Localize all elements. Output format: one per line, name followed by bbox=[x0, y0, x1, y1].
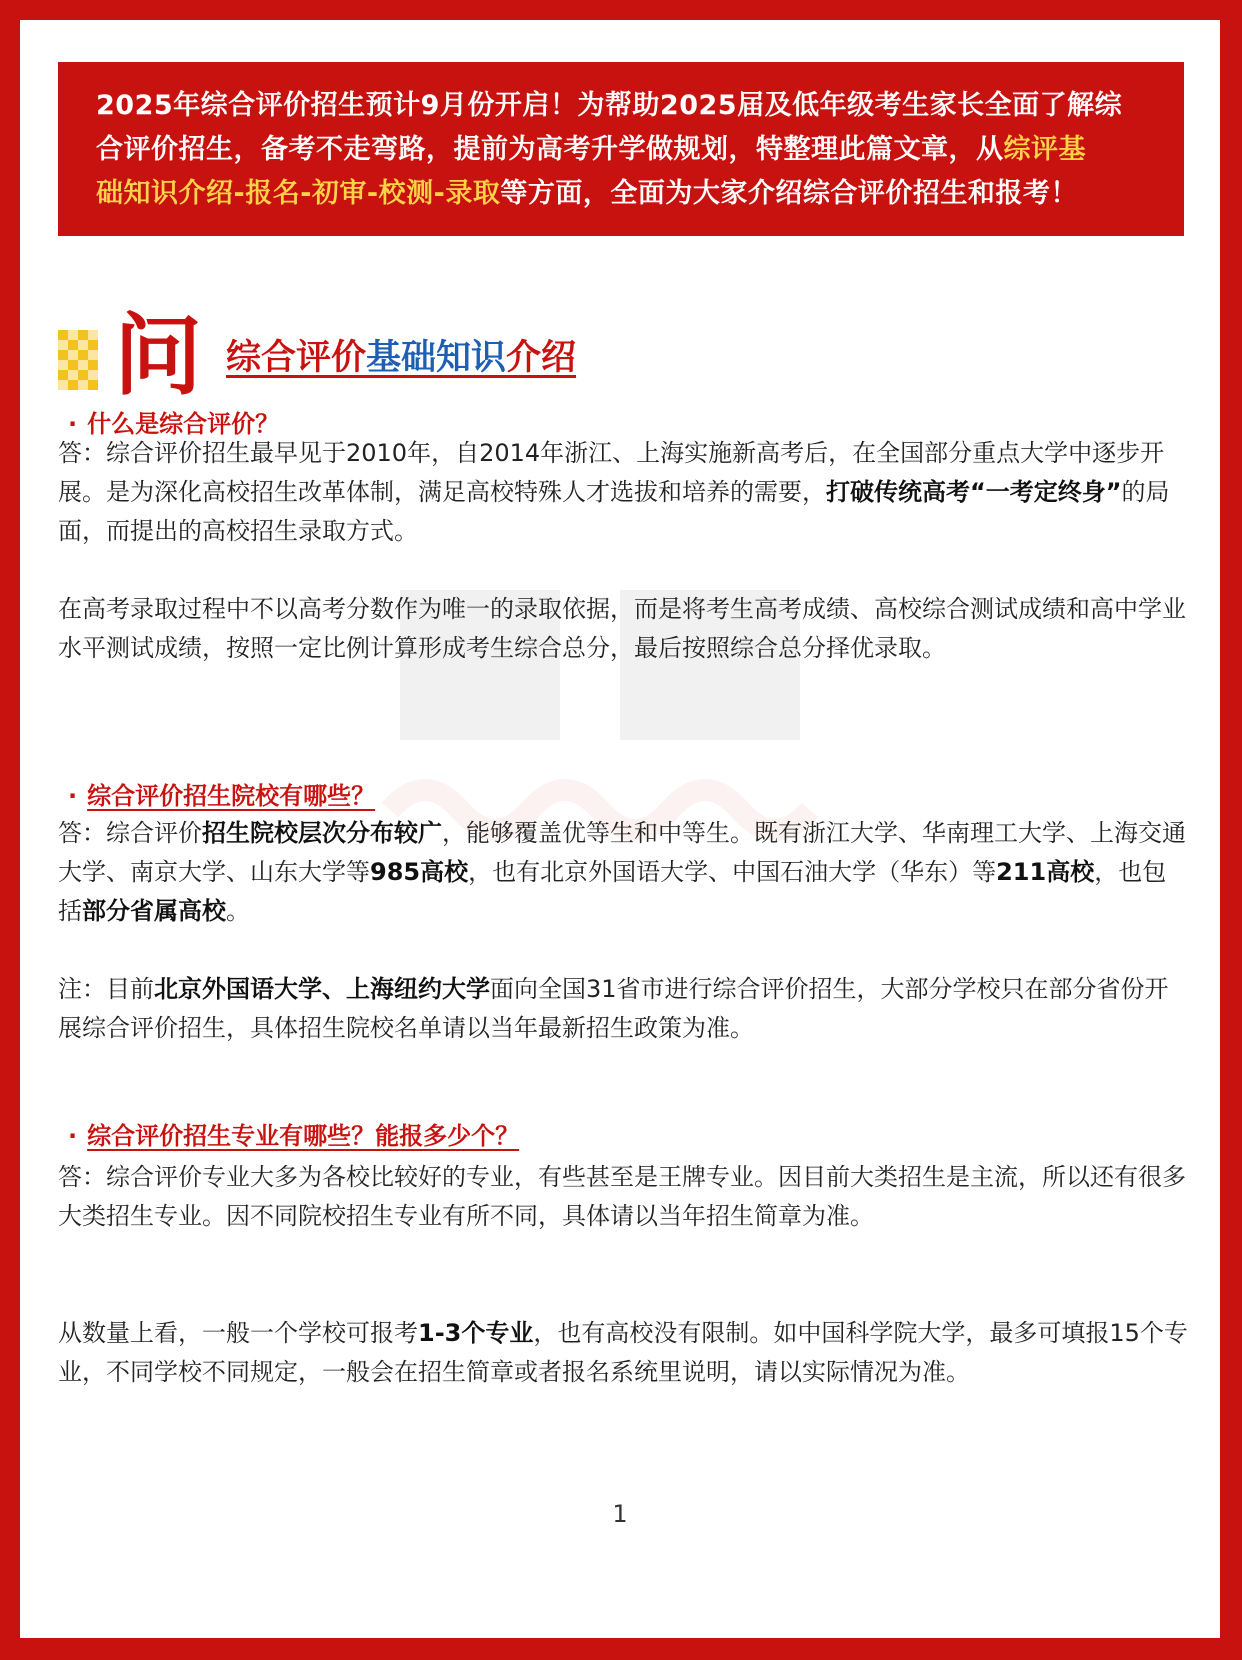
bullet-icon: · bbox=[68, 782, 78, 810]
question-3-heading: · 综合评价招生专业有哪些？能报多少个？ bbox=[68, 1122, 520, 1150]
banner-highlight: 础知识介绍-报名-初审-校测-录取 bbox=[96, 178, 501, 209]
question-1-answer: 答：综合评价招生最早见于2010年，自2014年浙江、上海实施新高考后，在全国部分重点大学中逐步开展。是为深化高校招生改革体制，满足高校特殊人才选拔和培养的需要，打破传统高考“一考定终身”的局面，而提出的高校招生录取方式。 bbox=[58, 439, 1170, 545]
banner-line-3: 础知识介绍-报名-初审-校测-录取等方面，全面为大家介绍综合评价招生和报考！ bbox=[96, 178, 1078, 209]
question-3-detail: 从数量上看，一般一个学校可报考1-3个专业，也有高校没有限制。如中国科学院大学，最多可填报15个专业，不同学校不同规定，一般会在招生简章或者报名系统里说明，请以实际情况为准。 bbox=[58, 1319, 1188, 1386]
question-2-answer: 答：综合评价招生院校层次分布较广，能够覆盖优等生和中等生。既有浙江大学、华南理工大学、上海交通大学、南京大学、山东大学等985高校，也有北京外国语大学、中国石油大学（华东）等211高校，也包括部分省属高校。 bbox=[58, 819, 1186, 925]
bullet-icon: · bbox=[68, 1122, 78, 1150]
section-header bbox=[58, 302, 577, 407]
section-title-highlight: 基础知识 bbox=[366, 338, 507, 378]
section-big-character: 问 bbox=[114, 304, 203, 407]
question-3-answer: 答：综合评价专业大多为各校比较好的专业，有些甚至是王牌专业。因目前大类招生是主流，所以还有很多大类招生专业。因不同院校招生专业有所不同，具体请以当年招生简章为准。 bbox=[58, 1163, 1186, 1230]
banner-highlight: 综评基 bbox=[1003, 134, 1086, 165]
checker-decoration-icon bbox=[58, 330, 98, 390]
question-1-detail: 在高考录取过程中不以高考分数作为唯一的录取依据，而是将考生高考成绩、高校综合测试成绩和高中学业水平测试成绩，按照一定比例计算形成考生综合总分，最后按照综合总分择优录取。 bbox=[58, 595, 1186, 662]
intro-banner bbox=[58, 62, 1184, 236]
question-2-note: 注：目前北京外国语大学、上海纽约大学面向全国31省市进行综合评价招生，大部分学校只在部分省份开展综合评价招生，具体招生院校名单请以当年最新招生政策为准。 bbox=[58, 975, 1169, 1042]
banner-line-1: 2025年综合评价招生预计9月份开启！为帮助2025届及低年级考生家长全面了解综 bbox=[96, 90, 1123, 121]
document-page bbox=[20, 20, 1220, 1638]
question-2-heading: · 综合评价招生院校有哪些？ bbox=[68, 782, 376, 810]
page-number: 1 bbox=[612, 1500, 628, 1528]
section-title: 综合评价基础知识介绍 bbox=[226, 338, 577, 378]
banner-line-2: 合评价招生，备考不走弯路，提前为高考升学做规划，特整理此篇文章，从综评基 bbox=[96, 134, 1086, 165]
bullet-icon: · bbox=[68, 410, 78, 438]
question-1-heading: · 什么是综合评价？ bbox=[68, 410, 280, 438]
